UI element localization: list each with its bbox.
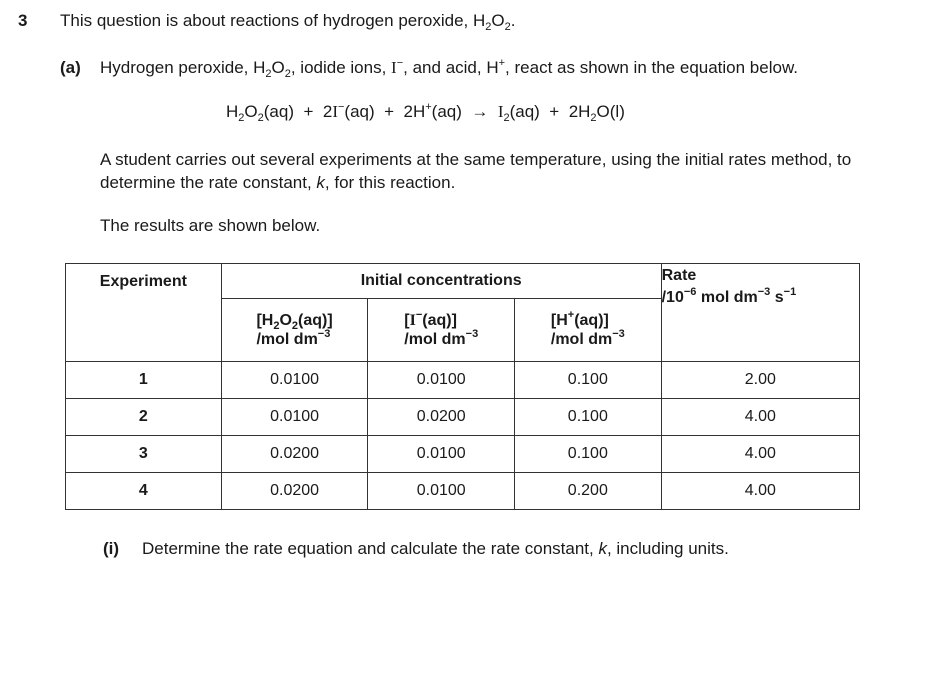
hplus-cell: 0.200 <box>515 473 662 510</box>
exp-cell: 2 <box>66 399 222 436</box>
part-a-text: Hydrogen peroxide, $H_2O_2$, iodide ions, I−, and acid, H+, react as shown in the equation below. <box>100 57 799 80</box>
part-i-text-start: Determine the rate equation and calculate the rate constant, <box>142 539 599 558</box>
part-a-label: (a) <box>60 58 81 77</box>
exp-cell: 1 <box>66 362 222 399</box>
h2o2-header-unit: /mol dm <box>256 331 318 348</box>
eq-h2o2-state: (aq) <box>263 102 294 121</box>
rate-header: Rate $/10^{-6}$ mol $dm^{-3}$ $s^{-1}$ <box>661 299 859 362</box>
h2o2-cell: 0.0200 <box>221 436 368 473</box>
part-i-k-symbol: k <box>598 539 607 558</box>
h2o2-cell: 0.0100 <box>221 362 368 399</box>
results-table <box>65 263 860 510</box>
question-number: 3 <box>18 11 28 30</box>
iodide-cell: 0.0200 <box>368 399 515 436</box>
table-row <box>66 362 860 399</box>
hplus-cell: 0.100 <box>515 436 662 473</box>
eq-hplus-state: (aq) <box>431 102 462 121</box>
question-intro: This question is about reactions of hydrogen peroxide, $H_2O_2$. <box>60 11 516 33</box>
part-a-text-mid2: , and acid, H <box>403 58 499 77</box>
eq-water: 2H <box>568 102 591 121</box>
results-intro: The results are shown below. <box>100 216 321 235</box>
initial-concentrations-header: Initial concentrations <box>221 264 661 299</box>
iodide-symbol: I <box>391 58 397 77</box>
table-row <box>66 399 860 436</box>
iodide-header-symbol: I <box>409 312 416 329</box>
eq-water-o: O(l) <box>596 102 625 121</box>
h2o2-cell: 0.0200 <box>221 473 368 510</box>
iodide-header-unit: /mol dm <box>404 331 466 348</box>
table-row <box>66 473 860 510</box>
method-text: A student carries out several experiments at the same temperature, using the initial rates method, to determine the rate constant, <box>100 150 852 192</box>
iodide-cell: 0.0100 <box>368 473 515 510</box>
eq-iodide-coeff: 2 <box>322 102 333 121</box>
exp-cell: 3 <box>66 436 222 473</box>
table-row <box>66 436 860 473</box>
k-symbol: k <box>316 173 325 192</box>
rate-cell: 4.00 <box>661 399 859 436</box>
part-a-text-mid1: , iodide ions, <box>290 58 392 77</box>
eq-iodide-state: (aq) <box>344 102 375 121</box>
experiment-header-label: Experiment <box>99 272 187 290</box>
rate-header-scale: /10 <box>661 288 684 306</box>
hplus-cell: 0.100 <box>515 362 662 399</box>
method-text-end: , for this reaction. <box>324 173 456 192</box>
part-a-text-end: , react as shown in the equation below. <box>505 58 799 77</box>
method-paragraph <box>100 148 906 194</box>
part-i-text <box>142 539 729 559</box>
eq-plus-1: + <box>303 102 314 121</box>
rate-cell: 4.00 <box>661 473 859 510</box>
iodide-cell: 0.0100 <box>368 362 515 399</box>
eq-iodine-symbol: I <box>497 102 504 121</box>
eq-hplus: 2H <box>403 102 426 121</box>
rate-cell: 4.00 <box>661 436 859 473</box>
exp-cell: 4 <box>66 473 222 510</box>
intro-text: This question is about reactions of hydrogen peroxide, <box>60 11 473 30</box>
rate-header-unit: mol dm <box>700 288 758 306</box>
hplus-header-unit: /mol dm <box>550 331 613 348</box>
iodide-header: [I−(aq)] /mol $dm^{-3}$ <box>368 299 515 362</box>
h2o2-cell: 0.0100 <box>221 399 368 436</box>
rate-header-label: Rate <box>661 266 697 284</box>
iodide-cell: 0.0100 <box>368 436 515 473</box>
eq-iodine-state: (aq) <box>509 102 540 121</box>
hplus-header: [H+(aq)] /mol $dm^{-3}$ <box>515 299 662 362</box>
reaction-equation: $H_2O_2(aq) + 2I^-(aq) + 2H^+(aq) \to I_2(aq) + 2H_2O(l)$ <box>226 101 625 124</box>
rate-cell: 2.00 <box>661 362 859 399</box>
eq-plus-3: + <box>549 102 560 121</box>
part-i-label: (i) <box>103 539 120 558</box>
hplus-cell: 0.100 <box>515 399 662 436</box>
eq-plus-2: + <box>384 102 395 121</box>
part-a-text-start: Hydrogen peroxide, <box>100 58 254 77</box>
part-i-text-end: , including units. <box>606 539 729 558</box>
h2o2-header: $[H_2O_2(aq)]$ /mol $dm^{-3}$ <box>221 299 368 362</box>
eq-iodide-symbol: I <box>332 102 338 121</box>
experiment-header <box>66 272 222 362</box>
eq-arrow: → <box>471 102 489 121</box>
